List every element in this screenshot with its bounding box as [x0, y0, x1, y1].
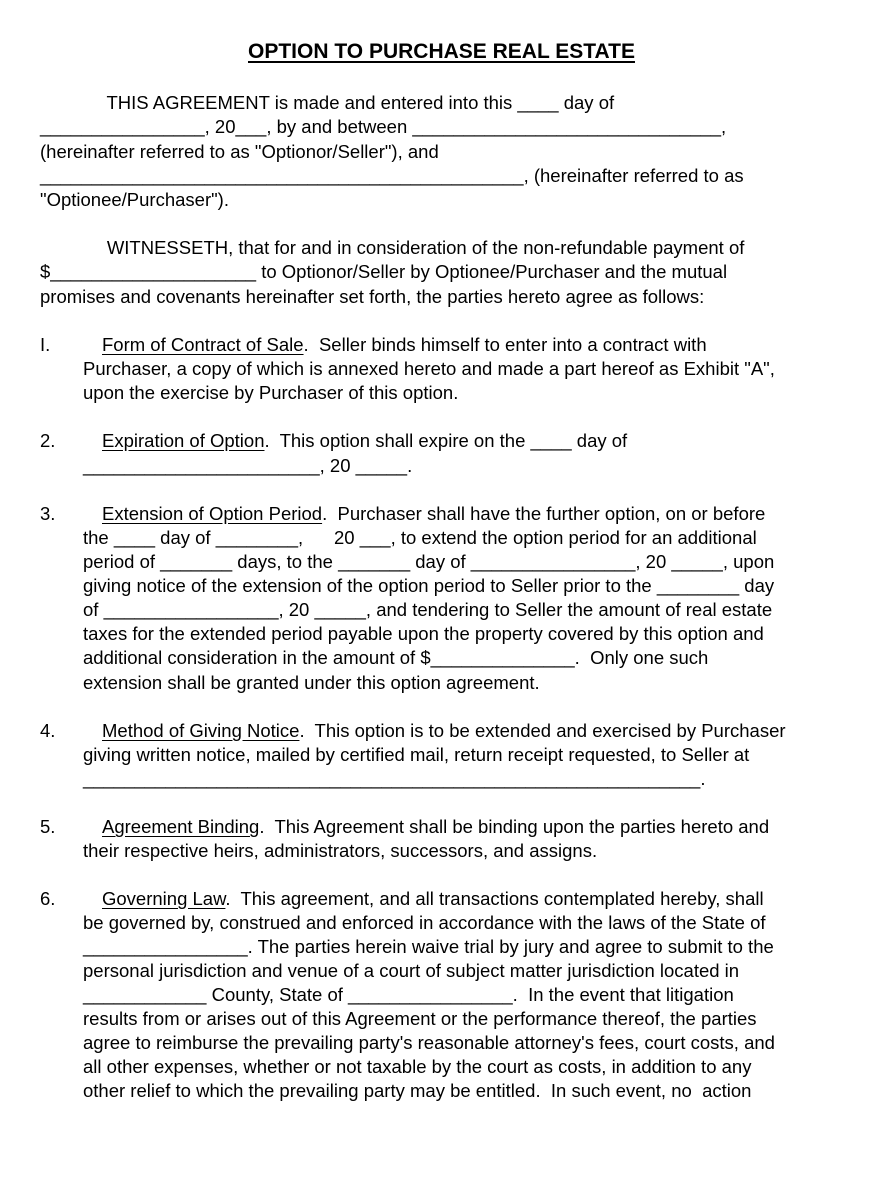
section-first-line — [102, 815, 769, 839]
section-number: 4. — [40, 720, 56, 741]
section-number: 5. — [40, 816, 56, 837]
section-line: other relief to which the prevailing party may be entitled. In such event, no action — [83, 1080, 752, 1101]
intro-line: _______________________________________________, (hereinafter referred to as — [40, 165, 744, 186]
section-text: . This option is to be extended and exercised by Purchaser — [299, 720, 786, 741]
section-line: upon the exercise by Purchaser of this option. — [83, 382, 459, 403]
intro-line: (hereinafter referred to as "Optionor/Seller"), and — [40, 141, 439, 162]
section-number: 2. — [40, 430, 56, 451]
section-line: their respective heirs, administrators, successors, and assigns. — [83, 840, 598, 861]
section-number: 6. — [40, 888, 56, 909]
section-line: _______________________, 20 _____. — [83, 455, 413, 476]
witnesseth-line: promises and covenants hereinafter set forth, the parties hereto agree as follows: — [40, 286, 705, 307]
section-heading: Expiration of Option — [102, 430, 265, 451]
section-heading: Method of Giving Notice — [102, 720, 300, 741]
document-title: OPTION TO PURCHASE REAL ESTATE — [248, 40, 635, 63]
section-first-line — [102, 333, 707, 357]
section-line: extension shall be granted under this option agreement. — [83, 672, 540, 693]
section-heading: Form of Contract of Sale — [102, 334, 304, 355]
section-number: I. — [40, 334, 51, 355]
section-line: taxes for the extended period payable upon the property covered by this option and — [83, 623, 764, 644]
intro-line: ________________, 20___, by and between ______________________________, — [40, 116, 727, 137]
section-number: 3. — [40, 503, 56, 524]
section-first-line — [102, 719, 786, 743]
section-first-line — [102, 502, 765, 526]
section-line: personal jurisdiction and venue of a court of subject matter jurisdiction located in — [83, 960, 740, 981]
section-text: . Purchaser shall have the further option, on or before — [322, 503, 766, 524]
section-first-line — [102, 887, 764, 911]
section-heading: Governing Law — [102, 888, 226, 909]
intro-line: THIS AGREEMENT is made and entered into this ____ day of — [40, 92, 615, 113]
witnesseth-line: WITNESSETH, that for and in consideration of the non-refundable payment of — [40, 237, 745, 258]
section-line: Purchaser, a copy of which is annexed hereto and made a part hereof as Exhibit "A", — [83, 358, 775, 379]
section-line: agree to reimburse the prevailing party's reasonable attorney's fees, court costs, and — [83, 1032, 775, 1053]
section-line: ____________ County, State of ________________. In the event that litigation — [83, 984, 734, 1005]
section-line: results from or arises out of this Agreement or the performance thereof, the parties — [83, 1008, 757, 1029]
section-line: the ____ day of ________, 20 ___, to extend the option period for an additional — [83, 527, 757, 548]
section-text: . This Agreement shall be binding upon the parties hereto and — [259, 816, 770, 837]
section-heading: Extension of Option Period — [102, 503, 323, 524]
section-text: . This agreement, and all transactions contemplated hereby, shall — [225, 888, 764, 909]
section-line: giving written notice, mailed by certified mail, return receipt requested, to Seller at — [83, 744, 750, 765]
section-text: . This option shall expire on the ____ day of — [264, 430, 628, 451]
section-line: ____________________________________________________________. — [83, 768, 706, 789]
section-line: all other expenses, whether or not taxable by the court as costs, in addition to any — [83, 1056, 752, 1077]
section-line: of _________________, 20 _____, and tendering to Seller the amount of real estate — [83, 599, 773, 620]
section-line: giving notice of the extension of the option period to Seller prior to the ________ day — [83, 575, 775, 596]
section-line: period of _______ days, to the _______ day of ________________, 20 _____, upon — [83, 551, 775, 572]
section-text: . Seller binds himself to enter into a contract with — [303, 334, 707, 355]
section-first-line — [102, 429, 627, 453]
section-heading: Agreement Binding — [102, 816, 260, 837]
section-line: additional consideration in the amount of $______________. Only one such — [83, 647, 709, 668]
section-line: ________________. The parties herein waive trial by jury and agree to submit to the — [83, 936, 774, 957]
intro-line: "Optionee/Purchaser"). — [40, 189, 229, 210]
witnesseth-line: $____________________ to Optionor/Seller by Optionee/Purchaser and the mutual — [40, 261, 728, 282]
section-line: be governed by, construed and enforced in accordance with the laws of the State of — [83, 912, 766, 933]
